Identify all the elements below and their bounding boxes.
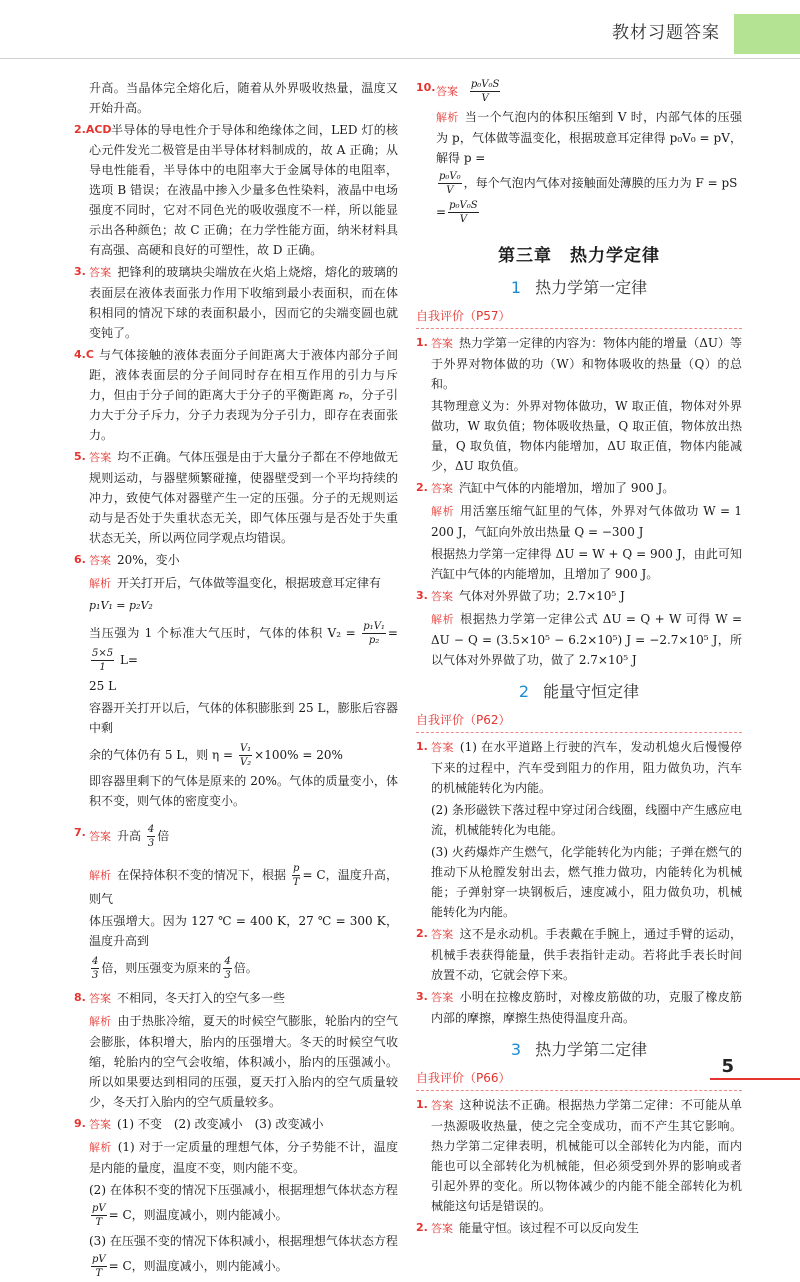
answer-label: 答案: [89, 1118, 111, 1131]
analysis-line: 由于热胀冷缩，夏天的时候空气膨胀，轮胎内的空气会膨胀，体积增大，胎内的压强增大。冬天的时候空气收缩，轮胎内的空气会收缩，体积减小，胎内的压强减小。所以如果要达到相同的压强，夏天打入胎内的空气质量较少，冬天打入胎内的空气质量较多。: [89, 1014, 398, 1109]
q6-analysis: [74, 573, 398, 594]
answer-item: [416, 586, 742, 607]
analysis-line: 开关打开后，气体做等温变化，根据玻意耳定律有: [117, 576, 382, 590]
section-name: 热力学第二定律: [535, 1040, 648, 1059]
item-number: 2.: [416, 1221, 428, 1234]
item-text-continued: (3) 火药爆炸产生燃气，化学能转化为内能；子弹在燃气的推动下从枪膛发射出去，燃气推力做功，内能转化为机械能；子弹射穿一块钢板后，速度减小，阻力做负功，机械能转化为内能。: [431, 845, 742, 919]
fraction-top: 4: [92, 956, 99, 967]
item-number: 8.: [74, 991, 86, 1004]
right-column: [416, 78, 742, 1241]
fraction-top: pV: [92, 1254, 106, 1265]
fraction-top: p₀V₀S: [449, 200, 478, 211]
dashed-divider: [416, 328, 742, 329]
answer-item-2: [74, 120, 398, 260]
fraction-top: p₁V₁: [363, 621, 385, 632]
analysis-line: (1) 对于一定质量的理想气体，分子势能不计，温度是内能的量度，温度不变，则内能不变。: [89, 1140, 398, 1175]
answer-label: 答案: [431, 482, 453, 495]
q6-line: 25 L: [89, 679, 117, 693]
answer-item-6: [74, 550, 398, 571]
self-eval-label: 自我评价（P57）: [416, 309, 511, 323]
answer-item: [416, 987, 742, 1028]
item-number: 10.: [416, 81, 436, 94]
dashed-divider: [416, 732, 742, 733]
fraction-top: p: [293, 863, 300, 874]
fraction-bottom: p₂: [368, 635, 380, 646]
section-number: 2: [518, 682, 530, 701]
fraction: [91, 1253, 107, 1280]
dashed-divider: [416, 1090, 742, 1091]
q1-continuation: 升高。当晶体完全熔化后，随着从外界吸收热量，温度又开始升高。: [89, 81, 398, 115]
item-number: 3.: [74, 265, 86, 278]
item-text: 热力学第一定律的内容为：物体内能的增量（ΔU）等于外界对物体做的功（W）和物体吸收的热量（Q）的总和。: [431, 336, 742, 391]
item-number: 2.ACD: [74, 123, 112, 136]
section-title: [416, 278, 742, 298]
answer-item: [416, 924, 742, 985]
analysis-line: 在保持体积不变的情况下，根据: [117, 868, 287, 882]
fraction: [91, 1202, 107, 1229]
q6-line: [74, 742, 398, 769]
analysis: [416, 501, 742, 542]
page-number-underline: [710, 1078, 800, 1080]
answer-label: 答案: [431, 928, 454, 941]
answer-label: 答案: [431, 1222, 453, 1235]
fraction: [448, 199, 479, 226]
answer-label: 答案: [436, 85, 458, 98]
item-number: 4.C: [74, 348, 94, 361]
fraction-top: 4: [147, 824, 155, 835]
answer-item-3: [74, 262, 398, 343]
q10-line: [416, 170, 742, 197]
analysis-line: ，每个气泡内气体对接触面处薄膜的压力为 F = pS: [463, 176, 738, 190]
fraction-bottom: 1: [99, 662, 106, 673]
answer-item-8: [74, 988, 398, 1009]
analysis-line: 根据热力学第一定律公式 ΔU = Q + W 可得 W = ΔU − Q = (3.5×10⁵ − 6.2×10⁵) J = −2.7×10⁵ J，所以气体对外界做了功，做了 2.7×10⁵ J: [431, 612, 743, 667]
analysis-label: 解析: [436, 111, 459, 124]
item-number: 5.: [74, 450, 86, 463]
item-text: 均不正确。气体压强是由于大量分子都在不停地做无规则运动，与器壁频繁碰撞，使器壁受到一个平均持续的冲力，致使气体对器壁产生一定的压强。分子的无规则运动与是否处于失重状态无关，即气体压强与是否处于失重状态无关，所以两位同学观点均错误。: [89, 450, 398, 545]
item-number: 3.: [416, 589, 428, 602]
item-text: 半导体的导电性介于导体和绝缘体之间，LED 灯的核心元件发光二极管是由半导体材料制成的，故 A 正确；从导电性能看，半导体中的电阻率大于金属导体的电阻率，选项 B 错误；在液晶中掺入少量多色性染料，液晶中电场强度不同时，它对不同色光的吸收强度不一样，所以能显示出各种颜色；故 C 正确；在力学性能方面，纳米材料具有高强、高硬和良好的可塑性，故 D 正确。: [89, 123, 398, 257]
fraction-bottom: T: [292, 877, 300, 888]
item-text: 能量守恒。该过程不可以反向发生: [459, 1221, 640, 1235]
q6-line: 即容器里剩下的气体是原来的 20%。气体的质量变小，体积不变，则气体的密度变小。: [89, 774, 398, 808]
item-number: 7.: [74, 826, 86, 839]
fraction: [239, 742, 252, 769]
answer-item-9: [74, 1114, 398, 1135]
answer-label: 答案: [89, 992, 111, 1005]
fraction: [470, 78, 501, 105]
q6-line: [74, 620, 398, 674]
item-text: 小明在拉橡皮筋时，对橡皮筋做的功，克服了橡皮筋内部的摩擦，摩擦生热使得温度升高。: [431, 990, 742, 1025]
answer-label: 答案: [431, 337, 454, 350]
answer-item: [416, 333, 742, 394]
left-column: [74, 78, 398, 1282]
answer-label: 答案: [431, 991, 454, 1004]
item-text: 这种说法不正确。根据热力学第二定律：不可能从单一热源吸收热量，使之完全变成功，而不产生其它影响。热力学第二定律表明，机械能可以全部转化为内能，而内能也可以全部转化为机械能，但必须受到外界的影响或者引起外界的变化。所以物体减少的内能不能全部转化为机械能这句话是错误的。: [431, 1098, 742, 1213]
self-eval-label: 自我评价（P66）: [416, 1071, 511, 1085]
fraction-top: V₁: [239, 743, 252, 754]
answer-item-4: [74, 345, 398, 445]
analysis-line: 根据热力学第一定律得 ΔU = W + Q = 900 J，由此可知汽缸中气体的内能增加，且增加了 900 J。: [431, 547, 742, 581]
q9-line: (2) 在体积不变的情况下压强减小，根据理想气体状态方程: [89, 1183, 398, 1197]
fraction-bottom: V: [459, 214, 467, 225]
answer-label: 答案: [89, 451, 112, 464]
item-number: 6.: [74, 553, 86, 566]
item-number: 1.: [416, 740, 428, 753]
q6-equation: [74, 596, 398, 616]
answer-text: (1) 不变 (2) 改变减小 (3) 改变减小: [117, 1117, 324, 1131]
answer-item: [416, 737, 742, 798]
fraction: [362, 620, 386, 647]
header-divider: [0, 58, 800, 59]
fraction-top: 5×5: [92, 648, 114, 659]
header-title: 教材习题答案: [612, 23, 720, 43]
fraction-bottom: 3: [92, 970, 99, 981]
analysis-label: 解析: [89, 1141, 112, 1154]
answer-item: [416, 1095, 742, 1216]
section-number: 3: [510, 1040, 522, 1059]
answer-item: [416, 478, 742, 499]
analysis-line: 当一个气泡内的体积压缩到 V 时，内部气体的压强为 p，气体做等温变化，根据玻意耳定律得 p₀V₀ = pV，解得 p =: [436, 110, 743, 165]
analysis-label: 解析: [89, 869, 112, 882]
answer-label: 答案: [431, 741, 454, 754]
analysis-line: 余的气体仍有 5 L，则 η =: [89, 748, 234, 762]
analysis-line: =: [436, 205, 447, 219]
fraction: [292, 862, 300, 889]
analysis-label: 解析: [89, 577, 111, 590]
fraction-bottom: T: [95, 1217, 103, 1228]
analysis: [416, 609, 742, 670]
q6-line: 容器开关打开以后，气体的体积膨胀到 25 L，膨胀后容器中剩: [89, 701, 398, 735]
self-eval-label: 自我评价（P62）: [416, 713, 511, 727]
fraction: [147, 823, 155, 850]
item-text: 把锋利的玻璃块尖端放在火焰上烧熔，熔化的玻璃的表面层在液体表面张力作用下收缩到最小表面积，而在体积相同的情况下球的表面积最小，因而它的尖端变圆也就变钝了。: [89, 265, 398, 340]
q9-line: (3) 在压强不变的情况下体积减小，根据理想气体状态方程: [89, 1234, 398, 1248]
q9-analysis: [74, 1137, 398, 1178]
fraction: [438, 170, 462, 197]
fraction-top: p₀V₀: [439, 171, 461, 182]
header-tab: [734, 14, 800, 54]
item-text: 与气体接触的液体表面分子间距离大于液体内部分子间距，液体表面层的分子间同时存在相互作用的引力与斥力，但由于分子间的距离大于分子的平衡距离: [89, 348, 398, 402]
fraction-top: 4: [224, 956, 231, 967]
analysis-line: = C，温度升高，则气: [89, 868, 398, 906]
analysis-line: ×100% = 20%: [254, 748, 343, 762]
fraction-bottom: V: [446, 185, 454, 196]
analysis-line: 当压强为 1 个标准大气压时，气体的体积 V₂ =: [89, 626, 356, 640]
item-text: (1) 在水平道路上行驶的汽车，发动机熄火后慢慢停下来的过程中，汽车受到阻力的作用，阻力做负功，汽车的机械能转化为内能。: [431, 740, 742, 795]
fraction-bottom: V: [481, 93, 489, 104]
fraction: [223, 955, 231, 982]
answer-text: 气体对外界做了功；2.7×10⁵ J: [459, 589, 625, 603]
q7-line: 体压强增大。因为 127 ℃ = 400 K，27 ℃ = 300 K，温度升高到: [89, 914, 398, 948]
q9-line: [74, 1202, 398, 1229]
answer-label: 答案: [89, 266, 112, 279]
page-number: 5: [721, 1056, 734, 1077]
section-title: [416, 682, 742, 702]
analysis-label: 解析: [89, 1015, 112, 1028]
analysis-label: 解析: [431, 505, 455, 518]
fraction-bottom: 3: [224, 970, 231, 981]
fraction: [91, 647, 114, 674]
item-number: 2.: [416, 927, 428, 940]
fraction-bottom: V₂: [239, 757, 252, 768]
section-name: 热力学第一定律: [535, 278, 648, 297]
item-text-2: ，分子引力大于分子斥力，分子力表现为分子引力，即存在表面张力。: [89, 388, 398, 442]
item-number: 9.: [74, 1117, 86, 1130]
analysis-line: = C，则温度减小，则内能减小。: [108, 1208, 288, 1222]
q10-analysis: [416, 107, 742, 168]
section-number: 1: [510, 278, 522, 297]
item-number: 1.: [416, 336, 428, 349]
analysis-label: 解析: [431, 613, 455, 626]
answer-text: 倍: [157, 829, 170, 843]
item-text: 这不是永动机。手表戴在手腕上，通过手臂的运动，机械手表获得能量，供手表指针走动。若将此手表长时间放置不动，它就会停下来。: [431, 927, 742, 982]
equals: =: [387, 626, 398, 640]
analysis-line: 倍，则压强变为原来的: [101, 961, 222, 975]
analysis-line: 倍。: [233, 961, 258, 975]
item-text-continued: (2) 条形磁铁下落过程中穿过闭合线圈，线圈中产生感应电流，机械能转化为电能。: [431, 803, 742, 837]
equation: p₁V₁ = p₂V₂: [89, 599, 153, 612]
answer-text: 汽缸中气体的内能增加，增加了 900 J。: [459, 481, 675, 495]
q8-analysis: [74, 1011, 398, 1112]
answer-item-5: [74, 447, 398, 548]
analysis-line: 用活塞压缩气缸里的气体，外界对气体做功 W = 1 200 J，气缸向外放出热量 Q = −300 J: [431, 504, 743, 539]
answer-label: 答案: [431, 1099, 454, 1112]
item-text-continued: 其物理意义为：外界对物体做功，W 取正值，物体对外界做功，W 取负值；物体吸收热量，Q 取正值，物体放出热量，Q 取负值，物体内能增加，ΔU 取正值，物体内能减少，ΔU 取负值。: [431, 399, 742, 473]
q10-line: [416, 199, 742, 226]
math-r0: r₀: [338, 388, 349, 402]
fraction-bottom: 3: [147, 838, 155, 849]
answer-item-10: [416, 78, 742, 105]
fraction-top: p₀V₀S: [470, 79, 500, 90]
section-title: [416, 1040, 742, 1060]
answer-text: 20%，变小: [117, 553, 180, 567]
answer-text: 升高: [117, 829, 142, 843]
answer-label: 答案: [431, 590, 453, 603]
analysis-line: = C，则温度减小，则内能减小。: [108, 1259, 288, 1273]
item-number: 3.: [416, 990, 428, 1003]
item-number: 2.: [416, 481, 428, 494]
answer-text: 不相同，冬天打入的空气多一些: [117, 991, 286, 1005]
analysis-line: L=: [119, 653, 138, 667]
q9-line: [74, 1253, 398, 1280]
section-name: 能量守恒定律: [543, 682, 640, 701]
q7-line: [74, 955, 398, 982]
fraction-bottom: T: [95, 1268, 103, 1279]
chapter-title: 第三章 热力学定律: [498, 246, 660, 266]
answer-label: 答案: [89, 554, 111, 567]
item-number: 1.: [416, 1098, 428, 1111]
fraction: [91, 955, 99, 982]
q7-analysis: [74, 862, 398, 909]
fraction-top: pV: [92, 1203, 106, 1214]
answer-item-7: [74, 823, 398, 850]
answer-label: 答案: [89, 830, 111, 843]
answer-item: [416, 1218, 742, 1239]
